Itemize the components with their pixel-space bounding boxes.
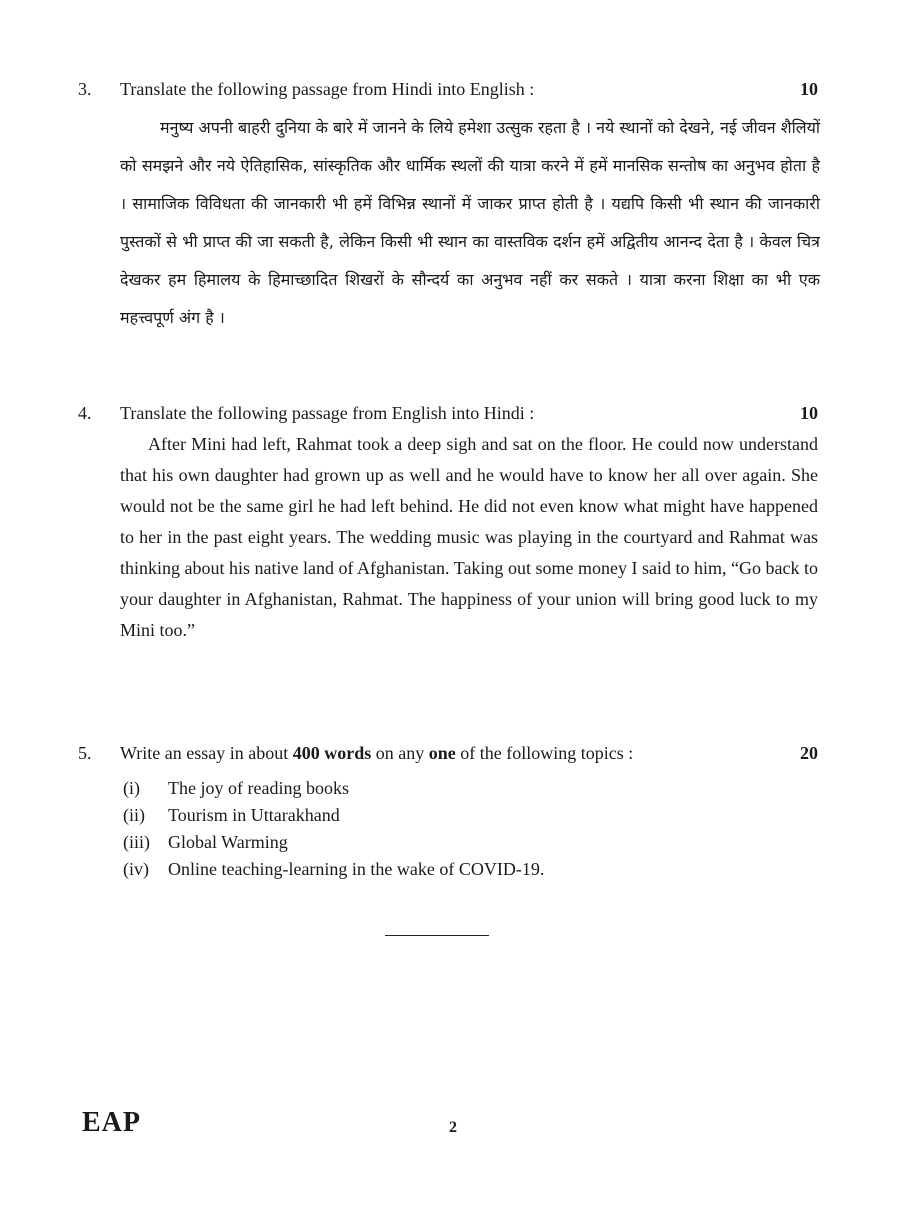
question-prompt: Write an essay in about 400 words on any one of the following topics :	[120, 743, 634, 763]
question-marks: 10	[800, 79, 818, 99]
section-end-rule	[385, 935, 489, 936]
essay-topics-list	[123, 775, 544, 883]
question-number: 5.	[78, 743, 92, 763]
list-item: (i) The joy of reading books	[123, 778, 349, 798]
question-prompt: Translate the following passage from English into Hindi :	[120, 403, 535, 423]
paper-code: EAP	[82, 1107, 141, 1138]
question-prompt: Translate the following passage from Hindi into English :	[120, 79, 535, 99]
english-passage: After Mini had left, Rahmat took a deep sigh and sat on the floor. He could now understand that his own daughter had grown up as well and he would have to know her all over again. She would not be the same girl he had left behind. He did not even know what might have happened to her in the past eight years. The wedding music was playing in the courtyard and Rahmat was thinking about his native land of Afghanistan. Taking out some money I said to him, “Go back to your daughter in Afghanistan, Rahmat. The happiness of your union will bring good luck to my Mini too.”	[120, 434, 818, 640]
question-marks: 20	[800, 743, 818, 763]
list-item: (iii) Global Warming	[123, 832, 288, 852]
list-item: (ii) Tourism in Uttarakhand	[123, 805, 340, 825]
question-number: 3.	[78, 79, 92, 99]
list-item: (iv) Online teaching-learning in the wake of COVID-19.	[123, 859, 545, 879]
hindi-passage: मनुष्य अपनी बाहरी दुनिया के बारे में जानने के लिये हमेशा उत्सुक रहता है । नये स्थानों को देखने, नई जीवन शैलियों को समझने और नये ऐतिहासिक, सांस्कृतिक और धार्मिक स्थलों की यात्रा करने में हमें मानसिक सन्तोष का अनुभव होता है । सामाजिक विविधता की जानकारी भी हमें विभिन्न स्थानों में जाकर प्राप्त होती है । यद्यपि किसी भी स्थान की जानकारी पुस्तकों से भी प्राप्त की जा सकती है, लेकिन किसी भी स्थान का वास्तविक दर्शन हमें अद्वितीय आनन्द देता है । केवल चित्र देखकर हम हिमालय के हिमाच्छादित शिखरों के सौन्दर्य का अनुभव नहीं कर सकते । यात्रा करना शिक्षा का भी एक महत्त्वपूर्ण अंग है ।	[120, 118, 820, 327]
page-number: 2	[449, 1119, 457, 1136]
question-marks: 10	[800, 403, 818, 423]
question-number: 4.	[78, 403, 92, 423]
